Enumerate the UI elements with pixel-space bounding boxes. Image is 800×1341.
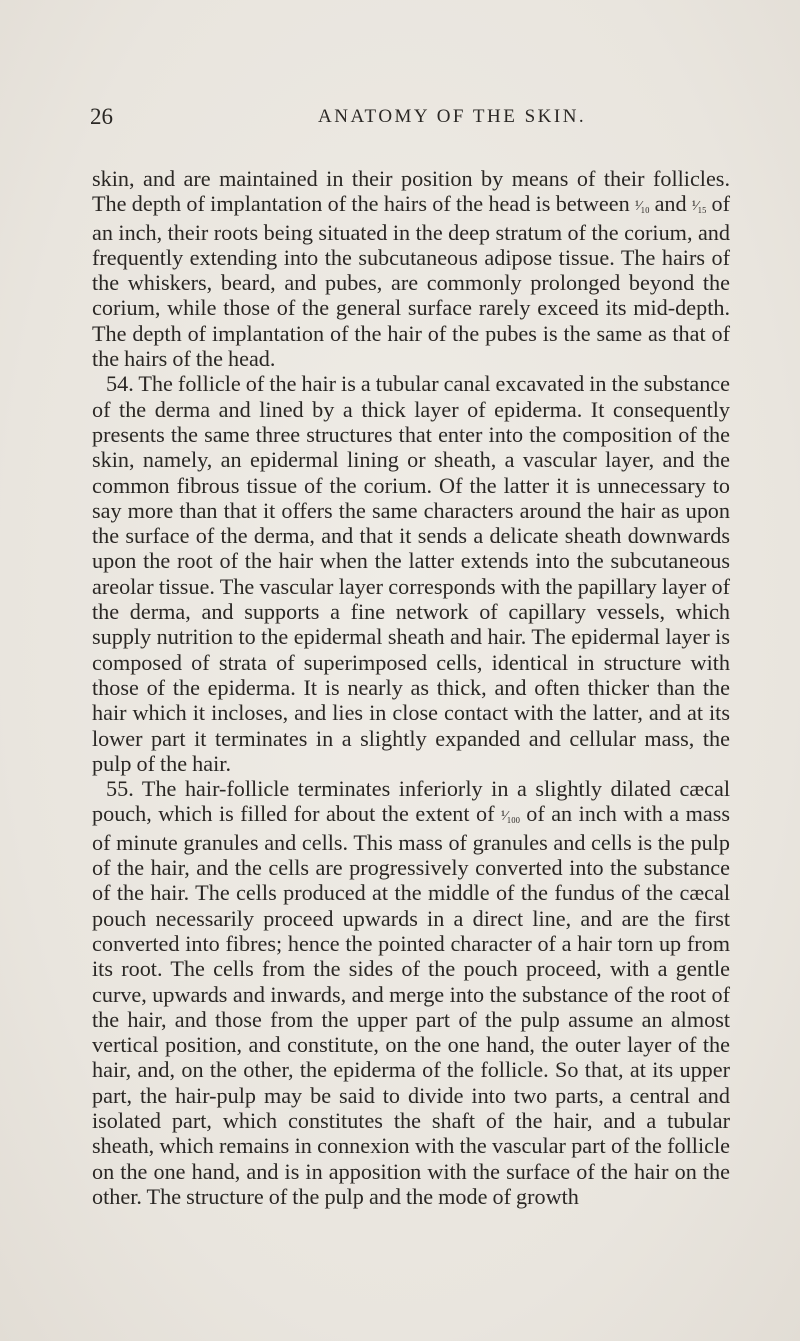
fraction: ¹⁄₁₅ <box>691 199 707 215</box>
paragraph-text: of an inch with a mass of minute granules and cells. This mass of granules and cells is the pulp of the hair, and the cells are progressively converted into the substance of the hair. The cells produced at the middle of the fundus of the cæcal pouch necessarily proceed upwards in a direct line, and are the first converted into fibres; hence the pointed character of a hair torn up from its root. The cells from the sides of the pouch proceed, with a gentle curve, upwards and inwards, and merge into the substance of the root of the hair, and those from the upper part of the pulp assume an almost vertical position, and constitute, on the one hand, the outer layer of the hair, and, on the other, the epiderma of the follicle. So that, at its upper part, the hair-pulp may be said to divide into two parts, a central and isolated part, which constitutes the shaft of the hair, and a tubular sheath, which remains in connexion with the vascular part of the follicle on the one hand, and is in apposition with the surface of the hair on the other. The structure of the pulp and the mode of growth <box>92 801 730 1209</box>
paragraph-continuation <box>92 166 730 371</box>
fraction: ¹⁄₁₀₀ <box>501 809 520 825</box>
fraction: ¹⁄₁₀ <box>634 199 650 215</box>
paragraph-section-54: 54. The follicle of the hair is a tubular canal excavated in the substance of the derma and lined by a thick layer of epiderma. It consequently presents the same three structures that enter into the composition of the skin, namely, an epidermal lining or sheath, a vascular layer, and the common fibrous tissue of the corium. Of the latter it is unnecessary to say more than that it offers the same characters around the hair as upon the surface of the derma, and that it sends a delicate sheath downwards upon the root of the hair when the latter extends into the subcutaneous areolar tissue. The vascular layer corresponds with the papillary layer of the derma, and supports a fine network of capillary vessels, which supply nutrition to the epidermal sheath and hair. The epidermal layer is composed of strata of superimposed cells, identical in structure with those of the epiderma. It is nearly as thick, and often thicker than the hair which it incloses, and lies in close contact with the latter, and at its lower part it terminates in a slightly expanded and cellular mass, the pulp of the hair. <box>92 371 730 776</box>
paragraph-text: skin, and are maintained in their position by means of their follicles. The depth of implantation of the hairs of the head is between <box>92 166 730 217</box>
paragraph-section-55 <box>92 776 730 1209</box>
paragraph-text: of an inch, their roots being situated in the deep stratum of the corium, and frequently extending into the subcutaneous adipose tissue. The hairs of the whiskers, beard, and pubes, are commonly prolonged beyond the corium, while those of the general surface rarely exceed its mid-depth. The depth of implantation of the hair of the pubes is the same as that of the hairs of the head. <box>92 191 731 372</box>
body-text <box>92 166 730 1209</box>
paragraph-text: 55. The hair-follicle terminates inferiorly in a slightly dilated cæcal pouch, which is filled for about the extent of <box>92 776 730 827</box>
paragraph-text: and <box>649 191 692 217</box>
page-header <box>78 100 718 130</box>
page-number: 26 <box>90 104 113 129</box>
running-head: ANATOMY OF THE SKIN. <box>318 106 587 127</box>
